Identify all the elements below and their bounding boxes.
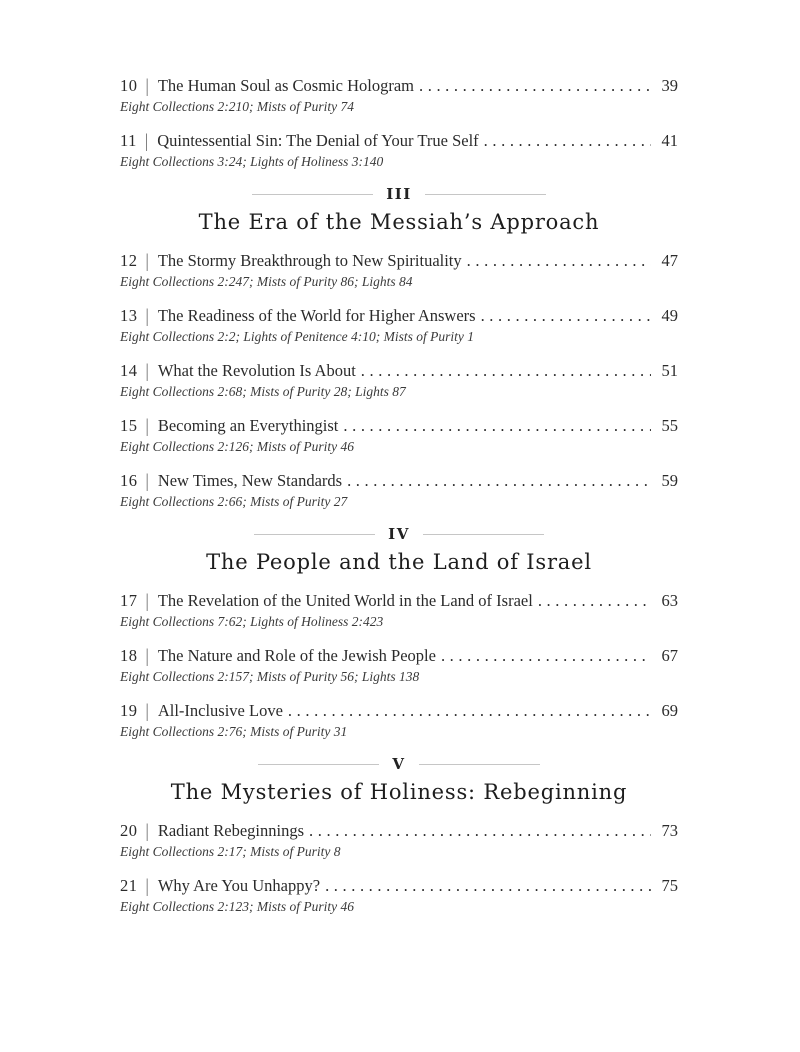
separator-bar: | [145,304,149,327]
source-references: Eight Collections 3:24; Lights of Holiness 3:140 [120,154,384,169]
source-references: Eight Collections 7:62; Lights of Holiness 2:423 [120,614,384,629]
toc-entry [120,469,678,511]
separator-bar: | [145,699,149,722]
chapter-number: 12 [120,251,138,270]
page-number: 73 [661,821,678,840]
section-title: The Mysteries of Holiness: Rebeginning [170,780,628,804]
divider-line [425,194,546,195]
dot-leader [419,74,651,97]
separator-bar: | [144,129,149,152]
page-number: 49 [661,306,678,325]
chapter-number: 13 [120,306,138,325]
toc-entry [120,414,678,456]
toc-entry-line [120,249,678,272]
section-marker [120,186,678,202]
toc-entry-line [120,469,678,492]
chapter-title: Quintessential Sin: The Denial of Your True Self [157,131,479,150]
divider-line [254,534,375,535]
divider-line [419,764,540,765]
chapter-title: New Times, New Standards [157,471,343,490]
page-number: 39 [661,76,678,95]
chapter-number: 14 [120,361,138,380]
section-numeral: V [392,755,406,773]
separator-bar: | [145,249,149,272]
chapter-title: Radiant Rebeginnings [157,821,305,840]
toc-entry [120,304,678,346]
chapter-title: Why Are You Unhappy? [157,876,321,895]
toc-entry [120,129,678,171]
chapter-number: 11 [120,131,137,150]
toc-entry-line [120,819,678,842]
dot-leader [538,589,651,612]
toc-entry [120,644,678,686]
dot-leader [481,304,651,327]
source-references: Eight Collections 2:126; Mists of Purity 46 [120,439,354,454]
source-references: Eight Collections 2:17; Mists of Purity 8 [120,844,341,859]
page-number: 59 [661,471,678,490]
source-references: Eight Collections 2:66; Mists of Purity 27 [120,494,348,509]
page-number: 51 [661,361,678,380]
separator-bar: | [145,589,149,612]
dot-leader [288,699,651,722]
source-references: Eight Collections 2:68; Mists of Purity 28; Lights 87 [120,384,406,399]
section-marker [120,526,678,542]
separator-bar: | [145,359,149,382]
dot-leader [309,819,651,842]
toc-entry [120,249,678,291]
divider-line [423,534,544,535]
chapter-number: 20 [120,821,138,840]
toc-entry-line [120,129,678,152]
chapter-number: 16 [120,471,138,490]
chapter-title: The Revelation of the United World in the Land of Israel [157,591,533,610]
toc-entry-line [120,589,678,612]
source-references: Eight Collections 2:2; Lights of Penitence 4:10; Mists of Purity 1 [120,329,474,344]
toc-entry-line [120,699,678,722]
chapter-title: Becoming an Everythingist [157,416,339,435]
toc-entry-line [120,304,678,327]
divider-line [252,194,373,195]
chapter-title: The Stormy Breakthrough to New Spirituality [157,251,462,270]
section-header [120,526,678,577]
section-marker [120,756,678,772]
chapter-number: 17 [120,591,138,610]
toc-entry-line [120,74,678,97]
chapter-number: 21 [120,876,138,895]
section-header [120,756,678,807]
chapter-title: What the Revolution Is About [157,361,356,380]
divider-line [258,764,379,765]
dot-leader [343,414,651,437]
section-header [120,186,678,237]
section-numeral: III [386,185,412,203]
toc-entry [120,359,678,401]
source-references: Eight Collections 2:247; Mists of Purity 86; Lights 84 [120,274,413,289]
page-number: 63 [661,591,678,610]
separator-bar: | [145,469,149,492]
page-number: 41 [661,131,678,150]
section-numeral: IV [388,525,410,543]
toc-entry [120,874,678,916]
dot-leader [325,874,651,897]
toc-entry [120,589,678,631]
toc-entry [120,699,678,741]
source-references: Eight Collections 2:210; Mists of Purity 74 [120,99,354,114]
separator-bar: | [145,74,149,97]
chapter-title: All-Inclusive Love [157,701,283,720]
page-number: 69 [661,701,678,720]
toc-entry-line [120,644,678,667]
chapter-title: The Nature and Role of the Jewish People [157,646,436,665]
chapter-title: The Human Soul as Cosmic Hologram [157,76,414,95]
source-references: Eight Collections 2:157; Mists of Purity 56; Lights 138 [120,669,420,684]
toc-entry-line [120,874,678,897]
separator-bar: | [145,414,149,437]
dot-leader [361,359,651,382]
dot-leader [484,129,651,152]
dot-leader [441,644,651,667]
chapter-number: 15 [120,416,138,435]
page-number: 47 [661,251,678,270]
section-title: The Era of the Messiah’s Approach [198,210,600,234]
page-number: 75 [661,876,678,895]
dot-leader [467,249,651,272]
page-number: 55 [661,416,678,435]
toc-entry [120,74,678,116]
source-references: Eight Collections 2:123; Mists of Purity 46 [120,899,354,914]
section-title: The People and the Land of Israel [206,550,592,574]
dot-leader [347,469,651,492]
toc-entry-line [120,414,678,437]
chapter-number: 10 [120,76,138,95]
separator-bar: | [145,644,149,667]
toc-entry [120,819,678,861]
chapter-title: The Readiness of the World for Higher Answers [157,306,476,325]
chapter-number: 19 [120,701,138,720]
separator-bar: | [145,874,149,897]
page-number: 67 [661,646,678,665]
source-references: Eight Collections 2:76; Mists of Purity 31 [120,724,348,739]
separator-bar: | [145,819,149,842]
chapter-number: 18 [120,646,138,665]
toc-entry-line [120,359,678,382]
